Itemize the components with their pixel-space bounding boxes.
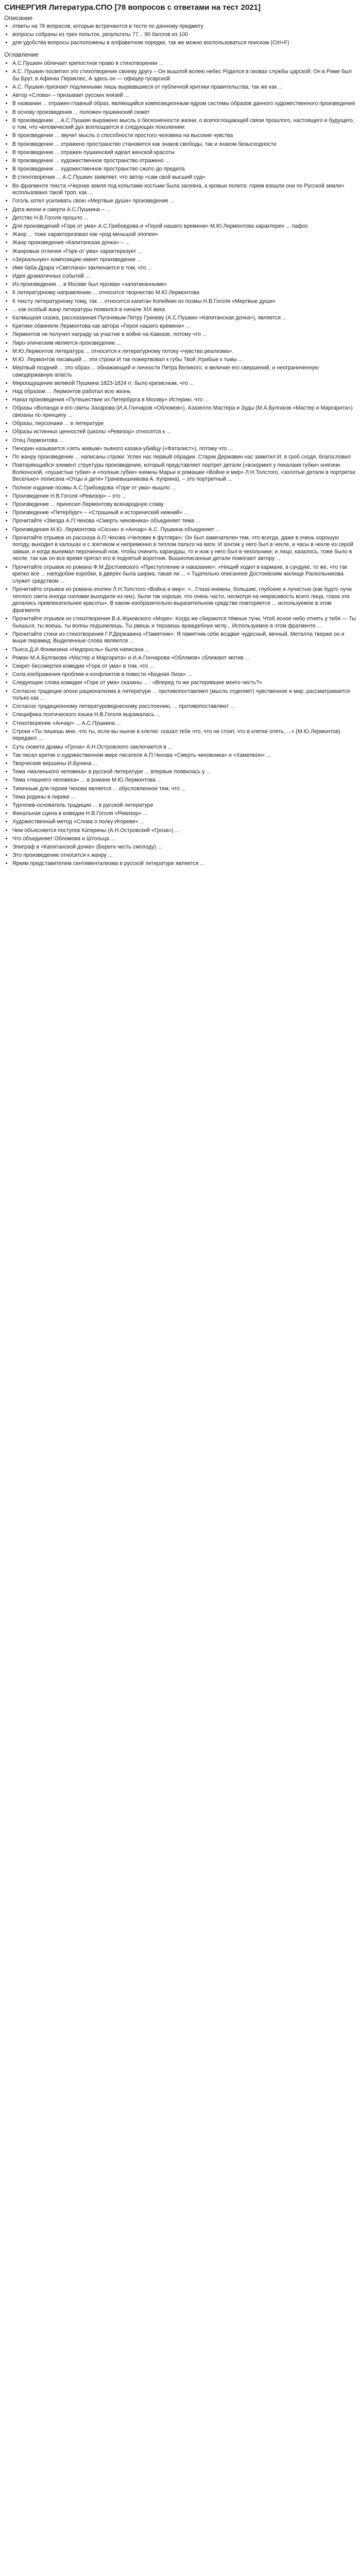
toc-item[interactable]: • Во фрагменте текста «Черная земля под копытами костьми была засеяна, а кровью полита: горем взошли они по Русской земли» использовано такой троп, как ... xyxy=(12,183,357,197)
toc-item[interactable]: • Суть сюжета драмы «Гроза» А.Н.Островского заключается в ... xyxy=(12,744,357,751)
toc-item[interactable]: • Из произведения ... в Москве был прозван «запатиканными» xyxy=(12,281,357,289)
toc-item[interactable]: • Финальная сцена в комедии Н.В.Гоголя «Ревизор» ... xyxy=(12,810,357,818)
toc-item[interactable]: • Произведение ... приносил Лермонтову всенародную славу xyxy=(12,501,357,509)
toc-item[interactable]: • Тургенев-основатель традиции ... в русской литературе xyxy=(12,802,357,809)
toc-item[interactable]: • ... как особый жанр литературы появился в начале XIX века xyxy=(12,307,357,314)
toc-item[interactable]: • В произведении ... художественное пространство сжато до предела xyxy=(12,166,357,173)
toc-item[interactable]: • Образы «Воланда и его свиты Захарова (И.А.Гончаров «Обломов»), Азазелло Мастера и Зуды (М.А.Булгаков «Мастер и Маргарита») связаны по принципу ... xyxy=(12,405,357,419)
toc-item[interactable]: • В произведении ... отражено пространство становится как знаков свободы, так и знаком безысходности xyxy=(12,141,357,148)
toc-item[interactable]: • Над образом ... Лермонтов работал всю жизнь xyxy=(12,388,357,396)
page xyxy=(0,0,361,874)
toc-item[interactable]: • Стихотворение «Анчар» ... А.С.Пушкина ... xyxy=(12,720,357,727)
toc-item[interactable]: • Чем объясняется поступок Катерины (А.Н.Островский «Гроза») ... xyxy=(12,827,357,835)
description-item: • для удобства вопросы расположены в алфавитном порядке, так же можно воспользоваться поиском (Ctrl+F) xyxy=(12,40,357,47)
toc-item[interactable]: • Мёртвый поздний ... это образ-... обнажающий и личности Петра Великого, и величие его свершений, и неограниченную самодержавную власть xyxy=(12,365,357,379)
toc-item[interactable]: • К тексту литературному тому, так ... относится капитан Копейкин из поэмы Н.В.Гоголя «Мертвые души» xyxy=(12,298,357,306)
toc-item[interactable]: • В названии ... отражен главный образ, являющийся композиционным ядром системы образов данного художественного произведения xyxy=(12,100,357,108)
toc-item[interactable]: • Наказ произведения «Путешествие из Петербурга в Москву» Истерию, что ... xyxy=(12,397,357,404)
toc-item[interactable]: • А.С. Пушкин посвятил это стихотворение своему другу – Он вышлой волею небес Родился в оковах службы царской; Он в Риме был бы Брут, в Афинах Периклес, А здесь он — офицер гусарской. xyxy=(12,69,357,82)
toc-item[interactable]: • Тема «лишнего человека» ... в романе М.Ю.Лермонтова ... xyxy=(12,777,357,784)
toc-item[interactable]: • К литературному направлению ... относится творчество М.Ю.Лермонтова xyxy=(12,290,357,297)
description-item: • ответы на 78 вопросов, которые встречаются в тесте по данному предмету xyxy=(12,23,357,30)
toc-item[interactable]: • Для произведений «Горе от ума» А.С.Грибоедова и «Герой нашего времени» М.Ю.Лермонтова характерен ... пафос xyxy=(12,223,357,230)
toc-item[interactable]: • В произведении ... А.С.Пушкин выражено мысль о бесконечности жизни, о всепоглощающей связи прошлого, настоящего и будущего, о том, что человеческий дух воплощается в следующих поколениях xyxy=(12,117,357,131)
toc-item[interactable]: • Прочитайте отрывок из романа Ф.М.Достоевского «Преступление и наказание»: «Нищий ходил в кармане, в сундуке, то же, что так крепко все ... наподобие коробки, в дверях была ширма, такая ли ... » Тщательно описанное Достоевским жилище Раскольникова служит средством ... xyxy=(12,564,357,585)
toc-item[interactable]: • Секрет бессмертия комедии «Горе от ума» в том, что ... xyxy=(12,663,357,670)
toc-item[interactable]: • Прочитайте отрывок из стихотворения В.А.Жуковского «Море»: Когда же сбираются тёмные тучи, Чтоб ясное небо отнять у тебя — Ты бьешься, ты воешь, ты волны подъемлешь, Ты рвешь и терзаешь враждебную мглу... Используемое в этом фрагменте ... xyxy=(12,616,357,630)
toc-item[interactable]: • Так писал критик о художественном мире писателя А.П.Чехова «Смерть чиновника» и «Хамелеон» ... xyxy=(12,752,357,759)
toc-item[interactable]: • А.С. Пушкин признает подлинными лишь вырвавшиеся от публичной критики правительства, так же как ... xyxy=(12,84,357,91)
toc-item[interactable]: • Художественный метод «Слова о полку Игореве» ... xyxy=(12,819,357,826)
toc-item[interactable]: • В произведении ... художественное пространство отражено ... xyxy=(12,158,357,165)
toc-item[interactable]: • Имя баба-Драра «Светлана» заключается в том, что ... xyxy=(12,265,357,272)
toc-item[interactable]: • Творческие вершины И.Бунина ... xyxy=(12,760,357,768)
toc-item[interactable]: • Типичным для героев Чехова является ... обусловленное тем, что ... xyxy=(12,786,357,793)
toc-item[interactable]: • По жанру произведение ... написаны строки: Успех нас первый обрадии. Старик Державин нас заметил И, в гроб сходя, благословил xyxy=(12,454,357,461)
toc-label: Оглавление xyxy=(4,50,39,58)
description-label: Описание xyxy=(4,14,33,22)
description-list xyxy=(4,23,357,47)
toc-item[interactable]: • Это произведение относится к жанру ... xyxy=(12,852,357,859)
toc-item[interactable]: • Ярким представителем сентиментализма в русской литературе является ... xyxy=(12,860,357,868)
toc-item[interactable]: • Печорин называется «зять живым» пьяного казака-убийцу («Фаталист»), потому что ... xyxy=(12,446,357,453)
toc-item[interactable]: • В основу произведения ... положен пушкинский сюжет xyxy=(12,109,357,116)
toc-item[interactable]: • Роман М.А.Булгакова «Мастер и Маргарита» и И.А.Гончарова «Обломов» сближают мотив ... xyxy=(12,655,357,662)
toc-item[interactable]: • Жанр ... тоже характеризовал как «род меньшой эпопеи» xyxy=(12,231,357,239)
toc-item[interactable]: • Гоголь хотел усиливать свою «Мертвые души» произведение ... xyxy=(12,198,357,205)
toc-item[interactable]: • Жанровые отличия «Горе от ума» характеризует ... xyxy=(12,248,357,256)
toc-item[interactable]: • Согласно традиции эпохи рационализма в литературе ... противопоставляют (мысль отделяет) чувственное и мир, рассматривается только как ... xyxy=(12,688,357,702)
toc-item[interactable]: • Тема родины в лирике ... xyxy=(12,794,357,801)
toc-item[interactable]: • «Зеркальную» композицию имеет произведение ... xyxy=(12,257,357,264)
toc-item[interactable]: • Тема «маленького человека» в русской литературе ... впервые появилась у ... xyxy=(12,769,357,776)
toc-item[interactable]: • Произведение Н.В.Гоголя «Ревизор» – это ... xyxy=(12,493,357,500)
page-title: СИНЕРГИЯ Литература.СПО [78 вопросов с ответами на тест 2021] xyxy=(4,3,261,12)
toc-item[interactable]: • М.Ю. Лермонтов писавший ... эти строки И так пожертвовал к губы Твой Угрибые к тьмы ... xyxy=(12,357,357,364)
toc-item[interactable]: • Повторяющийся элемент структуры произведения, который представляет портрет детали («вскормил у пекалаии губки» княгини Волконской, «пушистые губки» и «полные губки» княжны Марьи и ромашки «Войне и мир» Л.Н.Толстого, «золотые детали в портретах Веселько» пописана «Отцы и дети» Грачевышникова А. Куприна), – это портретный ... xyxy=(12,462,357,483)
toc-item[interactable]: • Специфика поэтического языка Н.В.Гоголя выражалась ... xyxy=(12,711,357,719)
toc-item[interactable]: • М.Ю.Лермонтов литература ... относится к литературному потоку «чувства реализма». xyxy=(12,348,357,355)
toc-item[interactable]: • Идея драматичных событий ... xyxy=(12,273,357,280)
toc-item[interactable]: • Согласно традиционному литературоведческому расслоению, ... противопоставляют ... xyxy=(12,703,357,710)
toc-item[interactable]: • Прочитайте «Звезда А.П.Чехова «Смерть чиновника» объединяет тема ... xyxy=(12,518,357,525)
toc-item[interactable]: • Пьеса Д.И.Фонвизина «Недоросль» была написана ... xyxy=(12,647,357,654)
toc-item[interactable]: • Полное издание поэмы А.С.Грибоедова «Горе от ума» вышло ... xyxy=(12,485,357,492)
toc-item[interactable]: • Дата жизни и смерти А.С.Пушкина – ... xyxy=(12,207,357,214)
toc-item[interactable]: • В произведении ... звучит мысль о способности простого человека на высокие чувства xyxy=(12,132,357,140)
toc-item[interactable]: • Критики обвиняли Лермонтова как автора «Героя нашего времени» ... xyxy=(12,323,357,330)
toc-item[interactable]: • Что объединяет Обломова и Штольца ... xyxy=(12,836,357,843)
description-item: • вопросы собраны из трех попыток, результаты 77... 90 баллов из 100 xyxy=(12,31,357,39)
toc-item[interactable]: • Отец Лермонтова ... xyxy=(12,437,357,445)
toc-item[interactable]: • В произведении ... отражен пушкинский идеал женской красоты xyxy=(12,149,357,157)
toc-item[interactable]: • Строки «Ты пишешь мне, что ты, если вы нынче в клетке: сказал тебе что, что не стоит, что в клетке опять, ...» (М.Ю.Лермонтов) передают ... xyxy=(12,728,357,742)
toc-item[interactable]: • А.С.Пушкин обличает крепостное право в стихотворении ... xyxy=(12,60,357,67)
toc-item[interactable]: • Лиро-эпическим является произведение ... xyxy=(12,340,357,347)
toc-item[interactable]: • Произведения М.Ю. Лермонтова «Сосна» и «Анчар» А.С. Пушкина объединяет ... xyxy=(12,527,357,534)
toc-item[interactable]: • Прочитайте стихи из стихотворения Г.Р.Державина «Памятник»: Я памятник себе воздвиг чудесный, вечный, Металла тверже он и выше пирамид; Выделенные слова являются ... xyxy=(12,631,357,645)
toc-item[interactable]: • Автор «Слова» – призывает русских князей ... xyxy=(12,92,357,99)
toc-item[interactable]: • В стихотворении ... А.С.Пушкин заявляет, что автор «сам свой высший суд» xyxy=(12,174,357,181)
toc-item[interactable]: • Жанр произведения «Капитанская дочка» – ... xyxy=(12,240,357,247)
toc-item[interactable]: • Прочитайте отрывок из рассказа А.П.Чехова «Человек в футляре»: Он был замечателен тем, что всегда, даже в очень хорошую погоду, выходил в калошах и с зонтиком и непременно в теплом пальто на вате. И зонтик у него был в чехле, и часы в чехле из серой замши, и когда вынимал перочинный нож, чтобы очинить карандаш, то и нож у него был в чехольчике; и лицо, казалось, тоже было в чехле, так как он все время прятал его в поднятый воротник. Вышеописанные детали помогают автору ... xyxy=(12,535,357,563)
toc-item[interactable]: • Образы истинных ценностей (школы «Ревизор» относятся к ... xyxy=(12,429,357,436)
toc-item[interactable]: • Эпиграф в «Капитанской дочке» (Береги честь смолоду) ... xyxy=(12,844,357,851)
toc-item[interactable]: • Следующие слова комедии «Горе от ума» сказаны ... : «Вперед то же растерявшее моего честь?» xyxy=(12,680,357,687)
toc-item[interactable]: • Лермонтов не получил награду за участие в войне на Кавказе, потому что ... xyxy=(12,331,357,338)
toc-item[interactable]: • Калмыцкая сказка, рассказанная Пугачевым Петру Гриневу (А.С.Пушкин «Капитанская дочка»), является ... xyxy=(12,315,357,322)
toc-item[interactable]: • Образы, персонажи ... в литературе xyxy=(12,420,357,428)
toc-item[interactable]: • Произведение «Петербург» – «Страшный и исторический нижний» ... xyxy=(12,510,357,517)
toc-item[interactable]: • Детство Н.В.Гоголя прошло ... xyxy=(12,215,357,222)
toc-item[interactable]: • Прочитайте отрывок из романа-эпопеи Л.Н.Толстого «Война и мир»: «...Глаза княжны, большие, глубокие и лучистые (как будто лучи теплого света иногда снопами выходили из них), были так хороши, что очень часто, несмотря на некрасивость всего лица, глаза эти делались привлекательнее красоты». В каком изобразительно-выразительном средстве повторяется ... используемое в этом фрагменте xyxy=(12,586,357,614)
toc-item[interactable]: • Сила изображения проблем и конфликтов в повести «Бедная Лиза» ... xyxy=(12,671,357,679)
toc-item[interactable]: • Мироощущение великой Пушкина 1823-1824 гг. было кризисным, что ... xyxy=(12,380,357,387)
toc-list xyxy=(4,60,357,868)
